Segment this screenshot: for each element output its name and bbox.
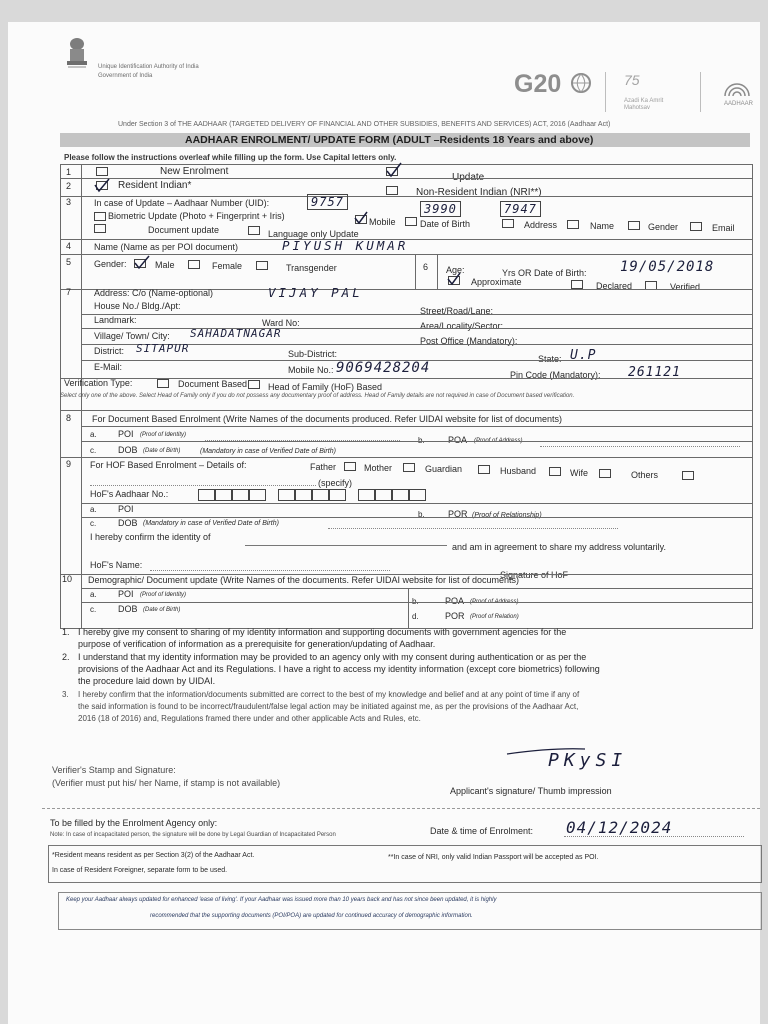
- demo-item-a: a.: [90, 590, 97, 599]
- gender-label: Gender:: [94, 259, 127, 269]
- village-label: Village/ Town/ City:: [94, 331, 170, 341]
- authority-name: Unique Identification Authority of India: [98, 64, 199, 70]
- applicant-signature-label: Applicant's signature/ Thumb impression: [450, 786, 612, 796]
- declaration-2-line-2: provisions of the Aadhaar Act and its Regulations. I have a right to access my identity information (except core biometrics) following: [78, 664, 600, 674]
- declared-label: Declared: [596, 281, 633, 291]
- demo-poa-sublabel: (Proof of Address): [470, 599, 519, 605]
- checkmark-icon: [354, 211, 368, 225]
- aadhaar-logo-text: AADHAAR: [724, 101, 754, 107]
- demo-item-c: c.: [90, 605, 97, 614]
- state-label: State:: [538, 354, 562, 364]
- item-c: c.: [90, 446, 97, 455]
- verifier-note: (Verifier must put his/ her Name, if stamp is not available): [52, 778, 281, 788]
- checkmark-icon: [94, 177, 110, 193]
- hof-enrolment-heading: For HOF Based Enrolment – Details of:: [90, 460, 247, 470]
- mobile-no-label: Mobile No.:: [288, 365, 334, 375]
- azadi-ka-amrit-mahotsav: Azadi Ka Amrit Mahotsav: [624, 98, 664, 111]
- hof-item-a: a.: [90, 505, 97, 514]
- table-line: [81, 503, 752, 504]
- foreigner-note: In case of Resident Foreigner, separate form to be used.: [52, 867, 228, 874]
- table-line: [60, 410, 752, 411]
- confirm-identity-line[interactable]: [245, 545, 447, 546]
- demo-poi-sublabel: (Proof of Identity): [140, 592, 187, 598]
- street-label: Street/Road/Lane:: [420, 306, 494, 316]
- hof-name-line[interactable]: [150, 570, 390, 571]
- agency-label: To be filled by the Enrolment Agency only:: [50, 818, 218, 828]
- row-number-5: 5: [66, 257, 72, 267]
- row-number-7: 7: [66, 287, 72, 297]
- hof-aadhaar-label: HoF's Aadhaar No.:: [90, 489, 169, 499]
- landmark-label: Landmark:: [94, 315, 137, 325]
- new-enrolment-label: New Enrolment: [160, 166, 229, 177]
- guardian-checkbox[interactable]: [478, 465, 490, 474]
- sub-district-label: Sub-District:: [288, 349, 338, 359]
- female-label: Female: [212, 261, 243, 271]
- email-checkbox[interactable]: [690, 222, 702, 231]
- father-checkbox[interactable]: [344, 462, 356, 471]
- new-enrolment-checkbox[interactable]: [96, 167, 108, 176]
- confirm-identity-label: I hereby confirm the identity of: [90, 532, 211, 542]
- mobile-value[interactable]: 9069428204: [336, 360, 431, 376]
- enrolment-date-value[interactable]: 04/12/2024: [566, 818, 673, 837]
- table-line: [60, 164, 752, 165]
- date-time-label: Date & time of Enrolment:: [430, 826, 534, 836]
- wife-checkbox[interactable]: [599, 469, 611, 478]
- demo-por-label: POR: [445, 611, 465, 621]
- approximate-label: Approximate: [471, 277, 522, 287]
- hof-dob-label: DOB: [118, 518, 138, 528]
- table-line: [81, 441, 752, 442]
- table-right-border: [752, 164, 753, 629]
- row-number-4: 4: [66, 241, 72, 251]
- pin-value[interactable]: 261121: [628, 365, 681, 380]
- incapacitated-note: Note: In case of incapacitated person, the signature will be done by Legal Guardian of Incapacitated Person: [50, 832, 336, 838]
- biometric-label: Biometric Update (Photo + Fingerprint + Iris): [108, 211, 285, 221]
- row-number-2: 2: [66, 181, 72, 191]
- others-checkbox[interactable]: [682, 471, 694, 480]
- dob-doc-label: DOB: [118, 445, 138, 455]
- row-number-8: 8: [66, 413, 72, 423]
- declared-checkbox[interactable]: [571, 280, 583, 289]
- address-option-label: Address: [524, 220, 558, 230]
- uid-part-3[interactable]: 7947: [500, 201, 541, 217]
- district-value[interactable]: SITAPUR: [136, 342, 190, 355]
- row-number-10: 10: [62, 574, 73, 584]
- dob-value[interactable]: 19/05/2018: [620, 259, 715, 275]
- seventy-five-logo: 75: [624, 72, 640, 88]
- poi-sublabel: (Proof of Identity): [140, 432, 187, 438]
- declaration-2-line-1: I understand that my identity information may be provided to an agency only with my consent during authentication or as per the: [78, 652, 587, 662]
- hof-dob-mandatory: (Mandatory in case of Verified Date of Birth): [143, 520, 279, 527]
- dob-checkbox[interactable]: [405, 217, 417, 226]
- keep-updated-line-2: recommended that the supporting documents (POI/POA) are updated for continued accuracy of demographic information.: [150, 913, 473, 919]
- district-label: District:: [94, 346, 124, 356]
- pin-code-label: Pin Code (Mandatory):: [510, 370, 601, 380]
- hof-aadhaar-boxes[interactable]: [198, 489, 426, 501]
- nri-checkbox[interactable]: [386, 186, 398, 195]
- mobile-option-label: Mobile: [369, 217, 396, 227]
- table-line: [60, 457, 752, 458]
- demo-item-d: d.: [412, 612, 419, 621]
- declaration-3-line-3: 2016 (18 of 2016) and, Regulations framed there under and other applicable Acts and Rules, etc.: [78, 714, 421, 723]
- declaration-2-number: 2.: [62, 652, 70, 662]
- row-number-9: 9: [66, 459, 72, 469]
- wife-label: Wife: [570, 468, 588, 478]
- date-entry-line[interactable]: [564, 836, 744, 837]
- state-value[interactable]: U.P: [570, 348, 597, 363]
- document-based-label: Document Based: [178, 379, 248, 389]
- name-label: Name (Name as per POI document): [94, 242, 239, 252]
- demo-dob-label: DOB: [118, 604, 138, 614]
- dob-option-label: Date of Birth: [420, 219, 471, 229]
- declaration-1-line-1: I hereby give my consent to sharing of my identity information and supporting documents with government agencies for the: [78, 627, 567, 637]
- area-label: Area/Locality/Sector:: [420, 321, 504, 331]
- table-line: [81, 426, 752, 427]
- co-name-value[interactable]: VIJAY PAL: [268, 285, 363, 300]
- village-value[interactable]: SAHADATNAGAR: [190, 327, 282, 340]
- por-label: POR: [448, 509, 468, 519]
- row-number-6: 6: [423, 262, 429, 272]
- resident-indian-label: Resident Indian*: [118, 180, 192, 191]
- notes-box: [48, 845, 762, 883]
- demographic-update-heading: Demographic/ Document update (Write Names of the documents. Refer UIDAI website for list of documents): [88, 575, 520, 585]
- table-line: [60, 196, 752, 197]
- keep-updated-line-1: Keep your Aadhaar always updated for enhanced 'ease of living'. If your Aadhaar was issued more than 10 years back and has not since been updated, it is highly: [66, 897, 497, 903]
- row-divider: [437, 255, 438, 289]
- verification-type-label: Verification Type:: [64, 378, 133, 388]
- hof-item-b: b.: [418, 510, 425, 519]
- poa-entry-line[interactable]: [540, 446, 740, 447]
- government-of-india: Government of India: [98, 73, 153, 79]
- female-checkbox[interactable]: [188, 260, 200, 269]
- emblem-icon: [64, 36, 90, 70]
- verified-label: Verified: [670, 282, 701, 292]
- nri-note: **In case of NRI, only valid Indian Passport will be accepted as POI.: [388, 854, 599, 861]
- mother-checkbox[interactable]: [403, 463, 415, 472]
- hof-name-label: HoF's Name:: [90, 560, 143, 570]
- resident-note: *Resident means resident as per Section 3(2) of the Aadhaar Act.: [52, 852, 255, 859]
- form-title: AADHAAR ENROLMENT/ UPDATE FORM (ADULT –Residents 18 Years and above): [185, 134, 594, 146]
- demo-poa-label: POA: [445, 596, 465, 606]
- verification-note: Select only one of the above. Select Head of Family only if you do not possess any documentary proof of address. Head of Family details are not required in case of Document based verification.: [60, 393, 575, 399]
- language-update-checkbox[interactable]: [248, 226, 260, 235]
- gender-checkbox[interactable]: [628, 221, 640, 230]
- logo-divider: [605, 72, 606, 112]
- aadhaar-fingerprint-icon: [722, 78, 752, 98]
- name-option-label: Name: [590, 221, 615, 231]
- item-b: b.: [418, 436, 425, 445]
- hof-poi-label: POI: [118, 504, 134, 514]
- hof-based-checkbox[interactable]: [248, 380, 260, 389]
- row-divider: [408, 588, 409, 628]
- globe-icon: [570, 72, 592, 94]
- uid-part-2[interactable]: 3990: [420, 201, 461, 217]
- por-sublabel: (Proof of Relationship): [472, 512, 542, 519]
- row-number-1: 1: [66, 167, 72, 177]
- declaration-1-line-2: purpose of verification of information as a prerequisite for generation/updating of Aadhaar.: [78, 639, 436, 649]
- declaration-3-line-2: the said information is found to be incorrect/fraudulent/false legal action may be initiated against me, as per the provisions of the Aadhaar Act,: [78, 702, 579, 711]
- email-option-label: Email: [712, 223, 735, 233]
- poa-sublabel: (Proof of Address): [474, 438, 523, 444]
- table-line: [60, 178, 752, 179]
- poi-label: POI: [118, 429, 134, 439]
- address-co-label: Address: C/o (Name-optional): [94, 288, 214, 298]
- cut-line: [42, 808, 760, 809]
- document-based-checkbox[interactable]: [157, 379, 169, 388]
- hof-dob-line[interactable]: [328, 528, 618, 529]
- document-update-checkbox[interactable]: [94, 224, 106, 233]
- age-label: Age:: [446, 265, 465, 275]
- husband-checkbox[interactable]: [549, 467, 561, 476]
- father-label: Father: [310, 462, 337, 472]
- others-label: Others: [631, 470, 659, 480]
- declaration-2-line-3: the procedure laid down by UIDAI.: [78, 676, 216, 686]
- demo-item-b: b.: [412, 597, 419, 606]
- table-line: [81, 314, 752, 315]
- nri-label: Non-Resident Indian (NRI**): [416, 187, 542, 198]
- transgender-label: Transgender: [286, 263, 337, 273]
- gender-option-label: Gender: [648, 222, 679, 232]
- row-divider: [415, 255, 416, 289]
- section-note: Under Section 3 of THE AADHAAR (TARGETED DELIVERY OF FINANCIAL AND OTHER SUBSIDIES, BENEFITS AND SERVICES) ACT, 2016 (Aadhaar Act): [118, 121, 611, 128]
- hof-item-c: c.: [90, 519, 97, 528]
- declaration-3-number: 3.: [62, 690, 69, 699]
- item-a: a.: [90, 430, 97, 439]
- dob-mandatory-note: (Mandatory in case of Verified Date of Birth): [200, 448, 336, 455]
- logo-divider-2: [700, 72, 701, 112]
- verifier-stamp-label: Verifier's Stamp and Signature:: [52, 765, 176, 775]
- guardian-label: Guardian: [425, 464, 463, 474]
- demo-dob-sublabel: (Date of Birth): [143, 607, 181, 613]
- g20-logo: G20: [514, 70, 562, 98]
- mother-label: Mother: [364, 463, 393, 473]
- language-update-label: Language only Update: [268, 229, 359, 239]
- biometric-checkbox[interactable]: [94, 212, 106, 221]
- uid-part-1[interactable]: 9757: [307, 194, 348, 210]
- table-line: [81, 517, 752, 518]
- checkmark-icon: [134, 254, 150, 270]
- table-line: [81, 328, 752, 329]
- name-checkbox[interactable]: [567, 220, 579, 229]
- row-number-3: 3: [66, 197, 72, 207]
- name-value[interactable]: PIYUSH KUMAR: [282, 238, 409, 253]
- checkmark-icon: [386, 162, 402, 178]
- applicant-signature-value[interactable]: PKySI: [548, 750, 628, 771]
- email-label: E-Mail:: [94, 362, 123, 372]
- house-no-label: House No./ Bldg./Apt:: [94, 301, 181, 311]
- checkmark-icon: [447, 272, 461, 286]
- transgender-checkbox[interactable]: [256, 261, 268, 270]
- table-line: [60, 254, 752, 255]
- document-update-label: Document update: [148, 225, 220, 235]
- specify-line[interactable]: [90, 485, 316, 486]
- table-line: [81, 602, 752, 603]
- update-label: Update: [452, 172, 485, 183]
- address-checkbox[interactable]: [502, 219, 514, 228]
- demo-poi-label: POI: [118, 589, 134, 599]
- husband-label: Husband: [500, 466, 537, 476]
- post-office-label: Post Office (Mandatory):: [420, 336, 518, 346]
- instructions: Please follow the instructions overleaf while filling up the form. Use Capital letters only.: [64, 153, 397, 162]
- yrs-or-dob-label: Yrs OR Date of Birth:: [502, 268, 587, 278]
- specify-label: (specify): [318, 478, 353, 488]
- update-case-label: In case of Update – Aadhaar Number (UID):: [94, 198, 270, 208]
- male-label: Male: [155, 260, 175, 270]
- declaration-3-line-1: I hereby confirm that the information/documents submitted are correct to the best of my knowledge and belief and at any point of time if any of: [78, 690, 580, 699]
- declaration-1-number: 1.: [62, 627, 70, 637]
- dob-doc-sublabel: (Date of Birth): [143, 448, 181, 454]
- ward-no-label: Ward No:: [262, 318, 300, 328]
- doc-based-enrolment-heading: For Document Based Enrolment (Write Names of the documents produced. Refer UIDAI website for list of documents): [92, 414, 563, 424]
- demo-por-sublabel: (Proof of Relation): [470, 614, 519, 620]
- table-line: [81, 588, 752, 589]
- signature-hof-label: Signature of HoF: [500, 570, 569, 580]
- hof-based-label: Head of Family (HoF) Based: [268, 382, 383, 392]
- poa-label: POA: [448, 435, 468, 445]
- agreement-label: and am in agreement to share my address voluntarily.: [452, 542, 666, 552]
